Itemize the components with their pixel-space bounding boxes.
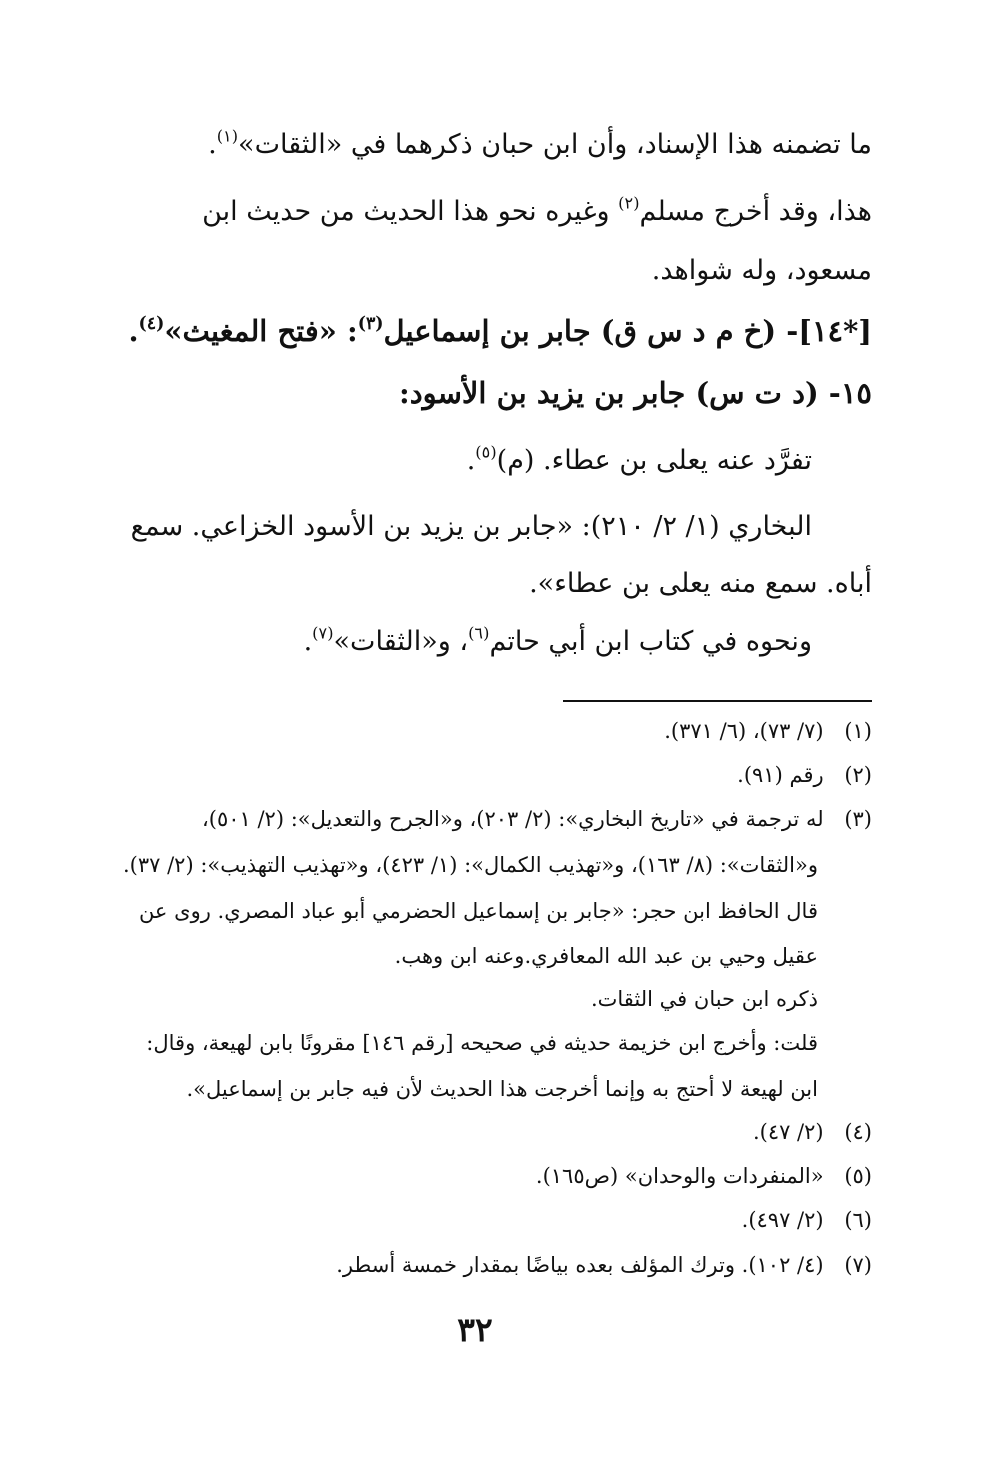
footnote-5-text: «المنفردات والوحدان» (ص١٦٥). — [535, 1164, 824, 1188]
main-line-1-text: ما تضمنه هذا الإسناد، وأن ابن حبان ذكرهما في «الثقات» — [238, 129, 872, 160]
page-number: ٣٢ — [457, 1310, 493, 1349]
footnote-4 — [753, 1119, 872, 1145]
footnote-3-text-2: و«الثقات»: (٨/ ١٦٣)، و«تهذيب الكمال»: (١/ ٤٢٣)، و«تهذيب التهذيب»: (٢/ ٣٧). — [122, 853, 818, 877]
main-line-8-text: أباه. سمع منه يعلى بن عطاء». — [529, 568, 872, 599]
footnote-3-line-1 — [202, 806, 872, 832]
footnote-ref-4: (٤) — [138, 313, 165, 334]
footnote-7 — [336, 1252, 872, 1278]
main-line-8 — [529, 567, 872, 601]
footnote-1-number: (١) — [844, 719, 872, 743]
entry-15-title: ١٥- (د ت س) جابر بن يزيد بن الأسود: — [398, 376, 872, 410]
footnote-ref-7: (٧) — [312, 623, 334, 643]
footnote-1-text: (٧/ ٧٣)، (٦/ ٣٧١). — [664, 719, 824, 743]
main-line-3 — [652, 254, 872, 288]
footnote-ref-2: (٢) — [618, 193, 640, 213]
footnote-3-text-4: عقيل وحيي بن عبد الله المعافري.وعنه ابن وهب. — [394, 944, 818, 968]
footnote-6-text: (٢/ ٤٩٧). — [741, 1208, 824, 1232]
main-line-9a: ونحوه في كتاب ابن أبي حاتم — [489, 626, 812, 657]
main-line-3-text: مسعود، وله شواهد. — [651, 255, 872, 286]
footnote-7-text: (٤/ ١٠٢). وترك المؤلف بعده بياضًا بمقدار خمسة أسطر. — [336, 1253, 824, 1277]
footnote-3-text-5: ذكره ابن حبان في الثقات. — [590, 987, 818, 1011]
entry-14-title: [*١٤]- (خ م د س ق) جابر بن إسماعيل — [383, 314, 872, 348]
entry-14-heading: [*١٤]- (خ م د س ق) جابر بن إسماعيل$^{(٣)}$: «فتح المغيث»$^{(٤)}$. — [128, 313, 872, 348]
main-line-1: ما تضمنه هذا الإسناد، وأن ابن حبان ذكرهما في «الثقات»$^{(١)}$. — [208, 126, 872, 160]
main-line-7-text: البخاري (١/ ٢/ ٢١٠): «جابر بن يزيد بن الأسود الخزاعي. سمع — [130, 511, 812, 542]
footnote-3-line-3 — [139, 898, 818, 924]
footnote-3-text-6: قلت: وأخرج ابن خزيمة حديثه في صحيحه [رقم ١٤٦] مقرونًا بابن لهيعة، وقال: — [146, 1031, 818, 1055]
footnote-3-line-2 — [123, 852, 818, 878]
footnote-3-text-7: ابن لهيعة لا أحتج به وإنما أخرجت هذا الحديث لأن فيه جابر بن إسماعيل». — [186, 1077, 818, 1101]
main-line-2 — [202, 195, 872, 229]
main-line-6: تفرَّد عنه يعلى بن عطاء. (م)$^{(٥)}$. — [466, 442, 812, 476]
footnote-ref-3: (٣) — [357, 313, 384, 334]
main-line-9: ونحوه في كتاب ابن أبي حاتم$^{(٦)}$، و«الثقات»$^{(٧)}$. — [303, 623, 812, 657]
footnote-separator — [563, 700, 872, 702]
footnote-3-number: (٣) — [844, 807, 872, 831]
main-line-2a: هذا، وقد أخرج مسلم — [639, 196, 872, 227]
footnote-1 — [664, 718, 872, 744]
entry-15-heading — [399, 375, 872, 411]
main-line-9b: ، و«الثقات» — [333, 626, 469, 657]
footnote-4-number: (٤) — [844, 1120, 872, 1144]
footnote-3-line-6 — [146, 1030, 818, 1056]
footnote-7-number: (٧) — [844, 1253, 872, 1277]
footnote-5 — [536, 1163, 872, 1189]
footnote-4-text: (٢/ ٤٧). — [752, 1120, 824, 1144]
footnote-3-line-4 — [395, 943, 818, 969]
main-line-6-text: تفرَّد عنه يعلى بن عطاء. (م) — [496, 445, 812, 476]
footnote-3-text-3: قال الحافظ ابن حجر: «جابر بن إسماعيل الحضرمي أبو عباد المصري. روى عن — [138, 899, 818, 923]
main-line-2b: وغيره نحو هذا الحديث من حديث ابن — [202, 196, 610, 227]
footnote-ref-6: (٦) — [468, 623, 490, 643]
footnote-3-line-7 — [186, 1076, 818, 1102]
footnote-6 — [742, 1207, 872, 1233]
footnote-2-number: (٢) — [844, 763, 872, 787]
footnote-2 — [737, 762, 872, 788]
footnote-5-number: (٥) — [844, 1164, 872, 1188]
footnote-ref-5: (٥) — [475, 442, 497, 462]
main-line-7 — [131, 510, 812, 544]
footnote-6-number: (٦) — [844, 1208, 872, 1232]
footnote-3-line-5 — [591, 986, 818, 1012]
footnote-ref-1: (١) — [216, 126, 239, 146]
footnote-2-text: رقم (٩١). — [737, 763, 824, 787]
entry-14-source: : «فتح المغيث» — [164, 314, 358, 348]
footnote-3-text-1: له ترجمة في «تاريخ البخاري»: (٢/ ٢٠٣)، و«الجرح والتعديل»: (٢/ ٥٠١)، — [201, 807, 824, 831]
